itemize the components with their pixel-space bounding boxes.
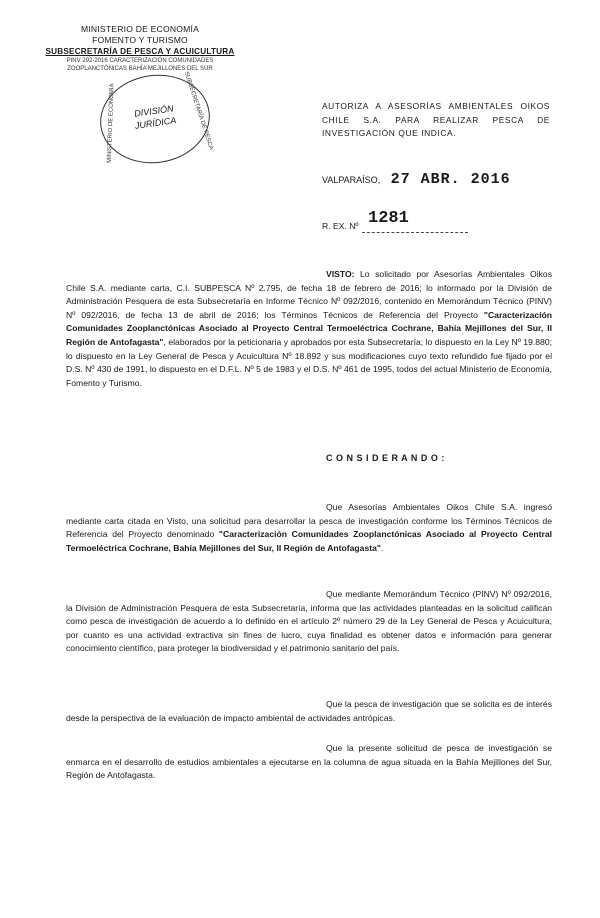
number-underline	[362, 232, 468, 233]
resolution-number: 1281	[368, 209, 409, 228]
considerando-1-text-2: .	[380, 542, 384, 553]
reference-line-2: ZOOPLANCTÓNICAS BAHÍA MEJILLONES DEL SUR	[67, 66, 213, 72]
considerando-4: Que la presente solicitud de pesca de investigación se enmarca en el desarrollo de estudios ambientales a ejecutarse en la columna de agua situada en la Bahía Mejillones del Sur, Región de Antofagasta.	[66, 743, 552, 781]
visto-paragraph	[66, 268, 552, 390]
visto-text-1: Lo solicitado por Asesorías Ambientales Oikos Chile S.A. mediante carta, C.I. SUBPESCA Nº 2.795, de fecha 18 de febrero de 2016; lo informado por la División de Administración Pesquera de esta Subsecretaría en Informe Técnico Nº 092/2016, contenido en Memorándum Técnico (PINV) Nº 092/2016, de fecha 13 de abril de 2016; los Términos Técnicos de Referencia del Proyecto	[66, 269, 552, 320]
city: VALPARAÍSO,	[322, 175, 381, 185]
place-date	[322, 170, 552, 188]
considerando-3: Que la pesca de investigación que se solicita es de interés desde la perspectiva de la evaluación de impacto ambiental de actividades antrópicas.	[66, 699, 552, 723]
considerando-2: Que mediante Memorándum Técnico (PINV) Nº 092/2016, la División de Administración Pesquera de esta Subsecretaría, informa que las actividades planteadas en la solicitud califican como pesca de investigación de acuerdo a lo definido en el artículo 2º número 29 de la Ley General de Pesca y Acuicultura, por cuanto es una actividad extractiva sin fines de lucro, cuya finalidad es obtener datos e información para generar conocimiento científico, para proteger la biodiversidad y el patrimonio sanitario del país.	[66, 589, 552, 654]
letterhead	[40, 24, 240, 73]
considerando-1-text-1: Que Asesorías Ambientales Oikos Chile S.A. ingresó mediante carta citada en Visto, una solicitud para desarrollar la pesca de investigación conforme los Términos Técnicos de Referencia del Proyecto denominado	[66, 502, 552, 540]
ministry-name: MINISTERIO DE ECONOMÍA	[80, 24, 200, 34]
resolution-number-line	[322, 211, 472, 233]
stamp-text-1: DIVISIÓN	[133, 103, 175, 119]
stamp-rim-left: MINISTERIO DE ECONOMÍA	[106, 83, 116, 163]
resolution-prefix: R. EX. Nº	[322, 221, 359, 231]
subsecretary-name: SUBSECRETARÍA DE PESCA Y ACUICULTURA	[45, 47, 235, 56]
resolution-subject: AUTORIZA A ASESORÍAS AMBIENTALES OIKOS CHILE S.A. PARA REALIZAR PESCA DE INVESTIGACIÓN QUE INDICA.	[322, 101, 550, 138]
date-stamp: 27 ABR. 2016	[390, 171, 511, 188]
stamp-text-2: JURÍDICA	[134, 115, 177, 131]
ministry-subtitle: FOMENTO Y TURISMO	[92, 35, 188, 45]
project-title: "Caracterización Comunidades Zooplanctónicas Asociado al Proyecto Central Termoeléctrica Cochrane, Bahía Mejillones del Sur, II Región de Antofagasta"	[66, 309, 552, 347]
visto-text-2: , elaborados por la peticionaria y aprobados por esta Subsecretaría; lo dispuesto en la Ley Nº 19.880; lo dispuesto en la Ley General de Pesca y Acuicultura Nº 18.892 y sus modificaciones cuyo texto refundido fue fijado por el D.S. Nº 430 de 1991, lo dispuesto en el D.F.L. Nº 5 de 1983 y el D.S. Nº 461 de 1995, todos del actual Ministerio de Economía, Fomento y Turismo.	[66, 336, 552, 388]
considerando-1-project-title: "Caracterización Comunidades Zooplanctónicas Asociado al Proyecto Central Termoeléctrica Cochrane, Bahía Mejillones del Sur, II Región de Antofagasta"	[66, 529, 553, 553]
visto-label: VISTO:	[326, 269, 355, 279]
considerando-1	[66, 501, 552, 555]
considerando-heading: C O N S I D E R A N D O :	[326, 453, 445, 463]
legal-division-stamp	[94, 68, 215, 170]
stamp-rim-right: SUBSECRETARÍA DE PESCA	[182, 71, 214, 151]
reference-line-1: PINV 292-2016 CARACTERIZACIÓN COMUNIDADES	[66, 58, 214, 64]
